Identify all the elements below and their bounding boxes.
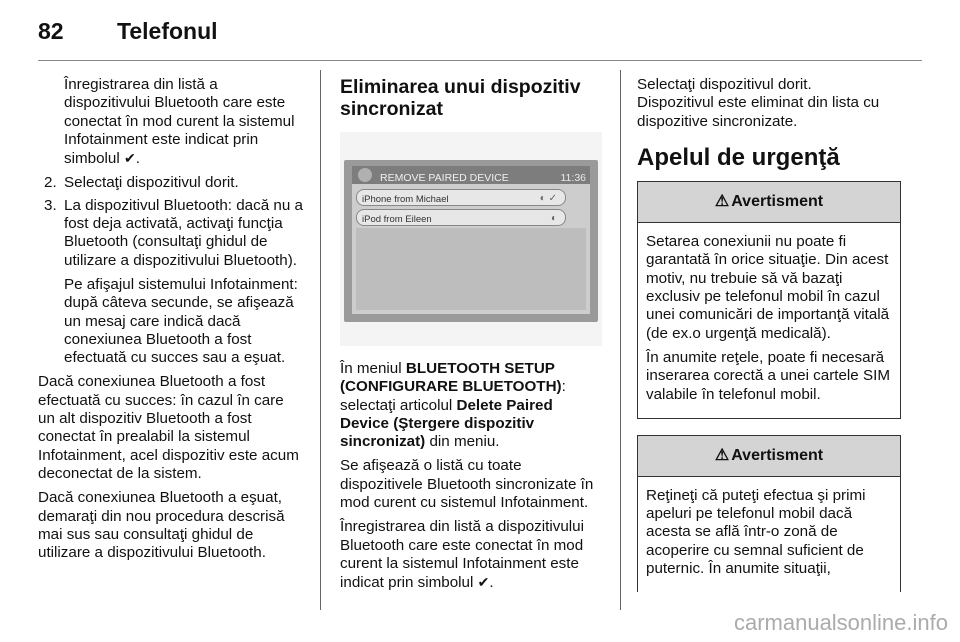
steps-list [38,174,304,367]
warning-text: Reţineţi că puteţi efectua şi primi apeluri pe telefonul mobil dacă acesta se află într-o zonă de acoperire cu semnal suficient de puternic. În anumite situaţii, [646,486,866,578]
page-title: Telefonul [117,18,218,44]
warning-header [638,436,900,477]
warning-body [638,477,900,592]
paragraph: Dispozitivul este eliminat din lista cu dispozitive sincronizate. [637,94,880,130]
screen-header [352,166,590,184]
device-label: iPhone from Michael [362,194,449,205]
column-2 [340,76,602,599]
warning-text: În anumite reţele, poate fi necesară inserarea corectă a unei cartele SIM valabile în telefonul mobil. [646,348,890,403]
screen-frame [344,160,598,322]
watermark: carmanualsonline.info [733,610,948,635]
warning-text: Setarea conexiunii nu poate fi garantată în orice situaţie. Din acest motiv, nu trebuie să vă bazaţi exclusiv pe telefonul mobil în cazul unei comunicări de importanţă vitală (de ex.o urgenţă medicală). [646,233,890,342]
step-text: Selectaţi dispozitivul dorit. [64,174,239,192]
menu-item-name: Delete Paired Device (Ştergere dispozitiv sincronizat) [340,396,553,451]
step-text: La dispozitivul Bluetooth: dacă nu a fost deja activată, activaţi funcţia Bluetooth (consultaţi ghidul de utilizare a dispozitivului Bluetooth). [64,196,303,269]
check-icon: ✔ [123,150,136,167]
menu-name: BLUETOOTH SETUP (CONFIGURARE BLUETOOTH) [340,360,562,396]
step-number: 2. [44,174,57,192]
paragraph [340,360,602,451]
section-heading: Apelul de urgenţă [637,143,840,171]
list-item [38,197,304,368]
punctuation: . [135,150,140,168]
paragraph: Dacă conexiunea Bluetooth a fost efectuată cu succes: în cazul în care un alt dispozitiv Bluetooth a fost conectat în prealabil la sistemul Infotainment, acel dispozitiv este acum deconectat de la sistem. [38,373,299,482]
column-3 [637,76,901,608]
text: Înregistrarea din listă a dispozitivului Bluetooth care este conectat în mod curent la sistemul Infotainment este indicat prin simbolul [340,518,584,592]
header-rule [38,60,922,61]
page-number: 82 [38,18,64,44]
paragraph: Selectaţi dispozitivul dorit. [637,76,812,93]
warning-icon: ⚠ [714,446,730,464]
device-status-icon: ◐ [550,213,557,224]
section-heading: Eliminarea unui dispozitiv sincronizat [340,76,581,120]
warning-title: Avertisment [731,193,824,211]
paragraph-text: Înregistrarea din listă a dispozitivului Bluetooth care este conectat în mod curent la sistemul Infotainment este indicat prin simbolul [64,76,295,168]
warning-header [638,182,900,223]
device-row[interactable] [356,189,566,206]
warning-box [637,435,901,592]
paragraph: Dacă conexiunea Bluetooth a eşuat, demaraţi din nou procedura descrisă mai sus sau consultaţi ghidul de utilizare a dispozitivului Bluetooth. [38,489,285,562]
step-number: 3. [44,196,57,214]
screen-title: REMOVE PAIRED DEVICE [380,172,509,184]
paragraph: Se afişează o listă cu toate dispozitivele Bluetooth sincronizate în mod curent cu sistemul Infotainment. [340,457,594,512]
device-row[interactable] [356,209,566,226]
warning-icon: ⚠ [714,193,730,211]
paragraph [340,518,602,592]
punctuation: . [489,574,494,592]
text: În meniul [340,360,406,377]
screen-time: 11:36 [560,172,586,184]
screen-empty-area [356,228,586,310]
column-1 [38,76,304,568]
text: din meniu. [425,433,500,451]
screen-display [352,166,590,314]
column-divider [620,70,621,610]
warning-body [638,223,900,418]
warning-box [637,181,901,419]
column-divider [320,70,321,610]
device-label: iPod from Eileen [362,214,432,225]
list-item [38,174,304,192]
check-icon: ✔ [477,574,490,591]
continued-paragraph [38,76,304,168]
step-note: Pe afişajul sistemului Infotainment: după câteva secunde, se afişează un mesaj care indică dacă conexiunea Bluetooth a fost efectuată cu succes sau a eşuat. [64,275,298,367]
logo-icon [358,168,372,182]
device-screen-image [340,132,602,346]
device-status-icon: ◐ ✓ [539,193,557,204]
text: : selectaţi articolul [340,378,566,414]
warning-title: Avertisment [731,446,824,464]
